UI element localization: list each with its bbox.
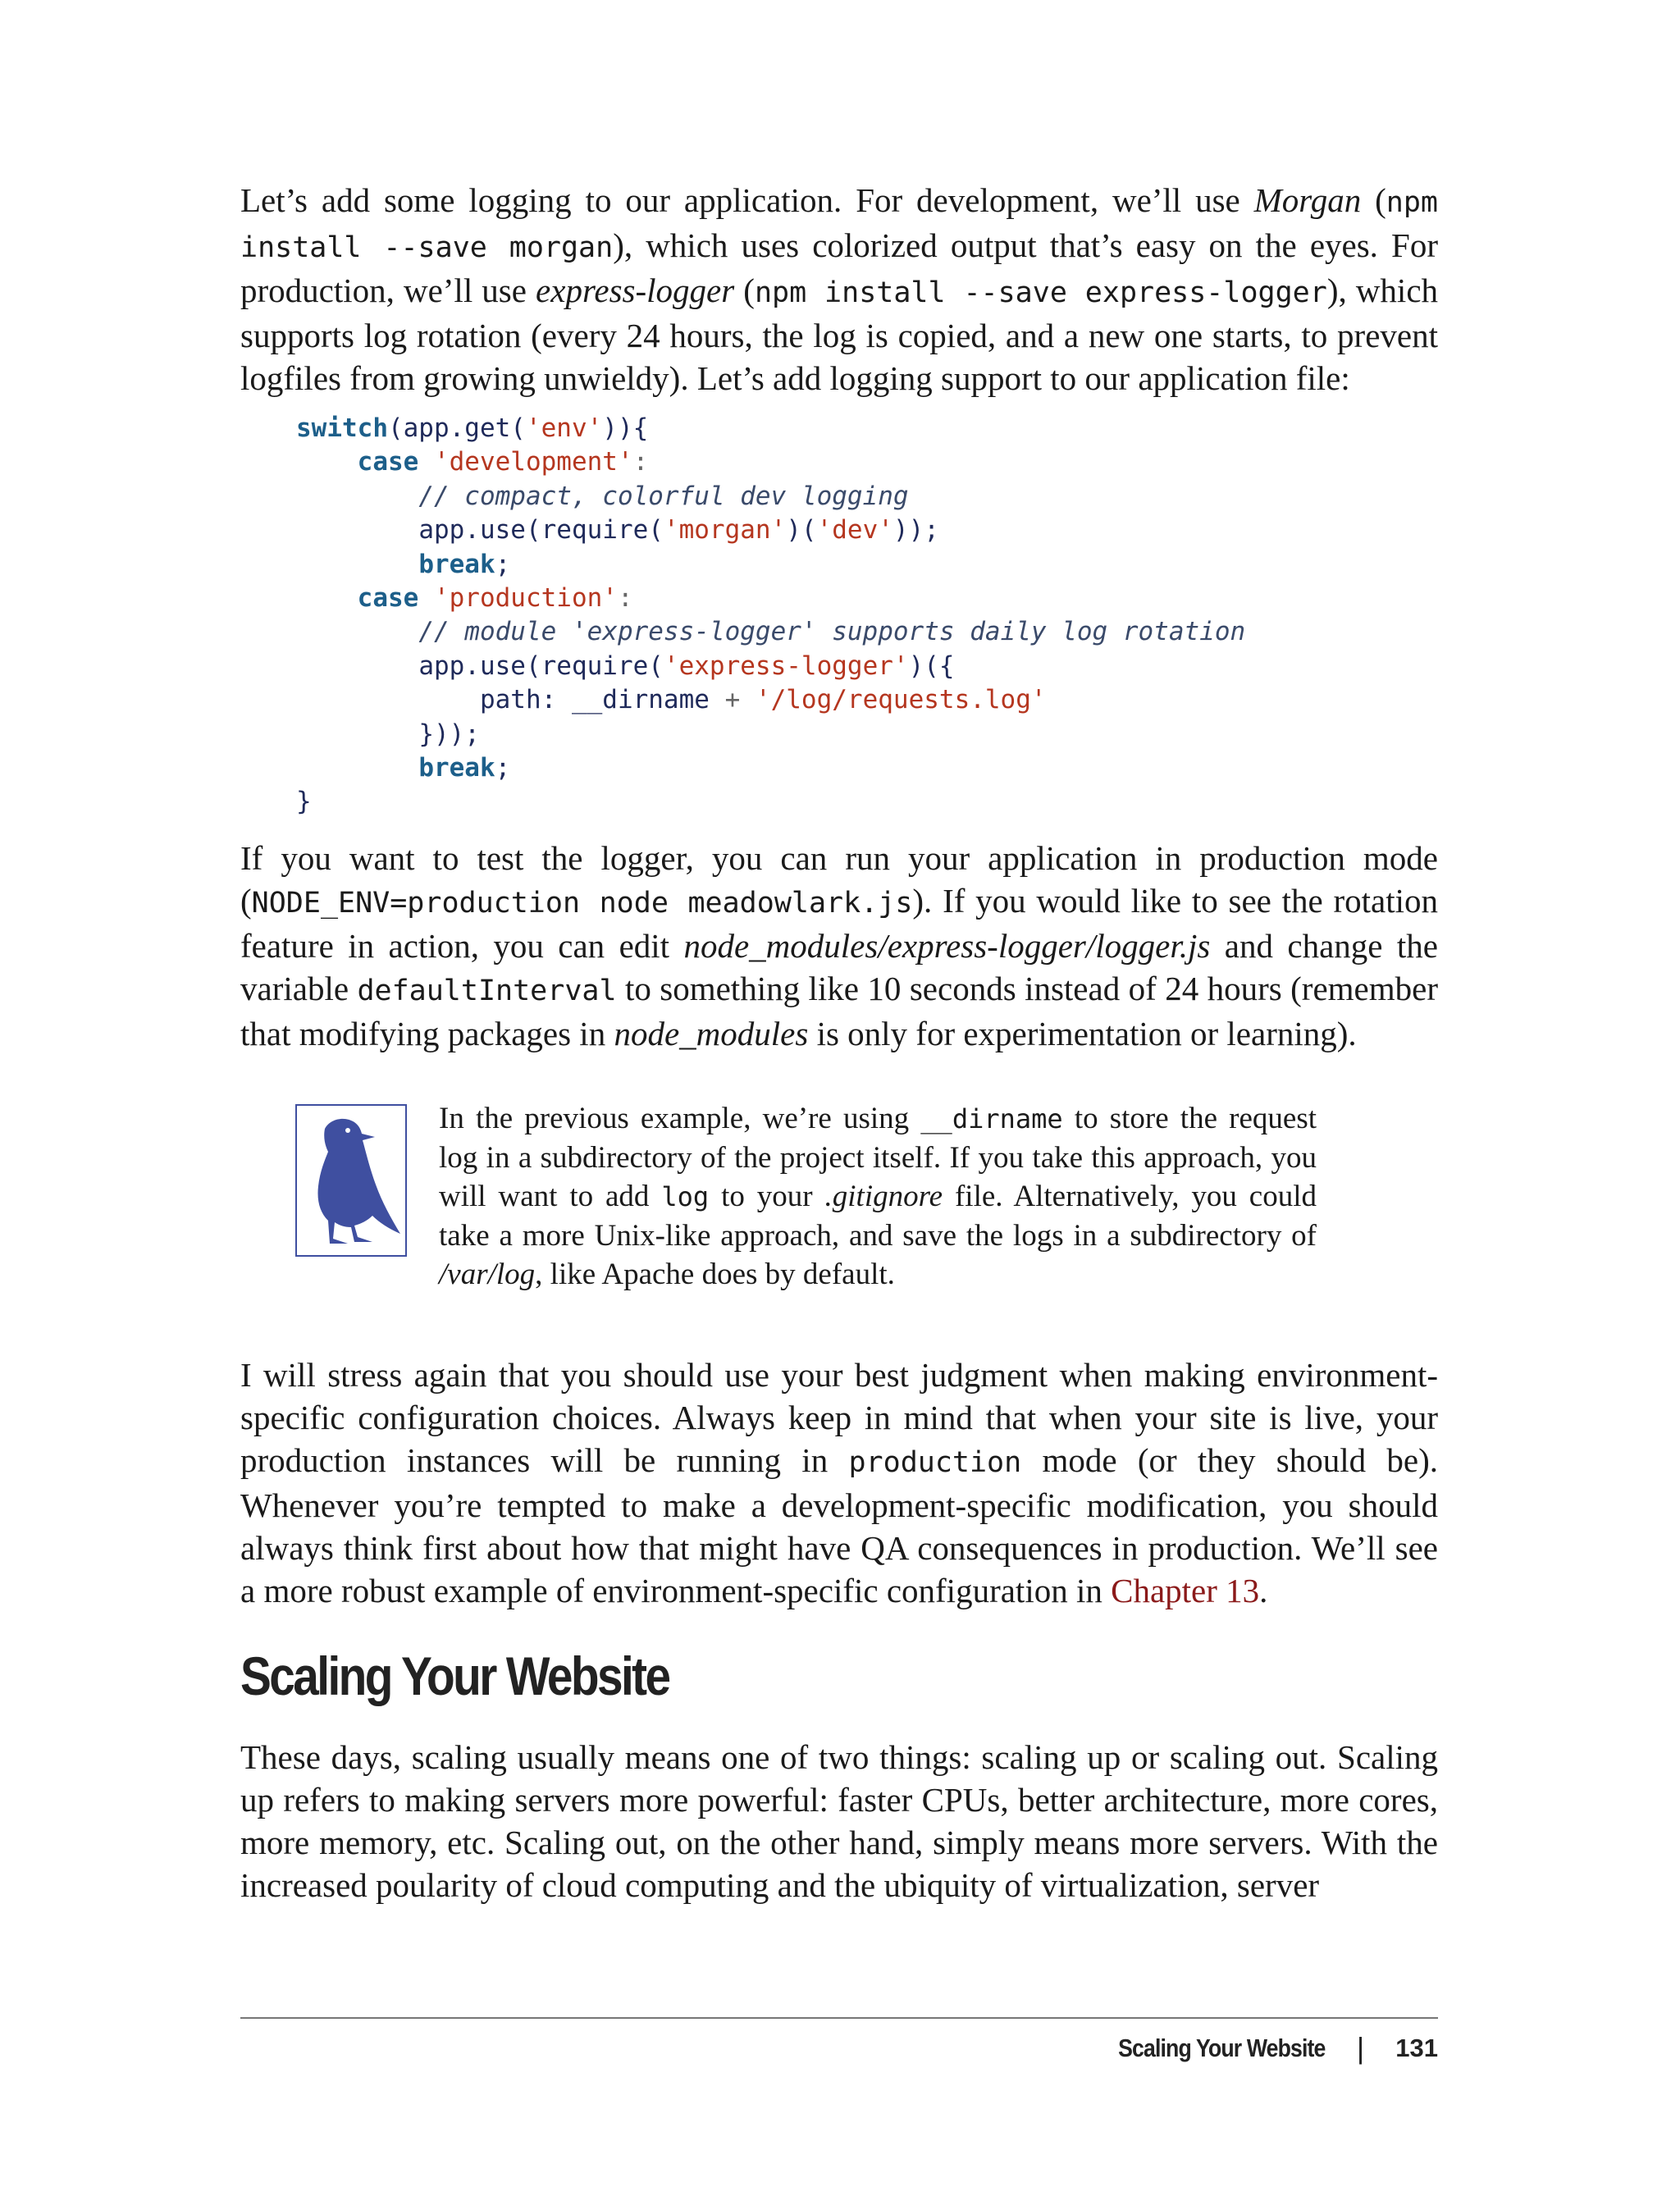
file-path: node_modules/express-logger/logger.js bbox=[683, 927, 1211, 965]
section-heading: Scaling Your Website bbox=[240, 1646, 669, 1706]
code-keyword: break bbox=[418, 753, 495, 783]
code-node-env: NODE_ENV=production node meadowlark.js bbox=[251, 887, 913, 920]
code-text: ; bbox=[495, 753, 511, 783]
code-log: log bbox=[661, 1181, 710, 1212]
code-text: )( bbox=[786, 515, 817, 546]
paragraph-logging-intro bbox=[240, 179, 1438, 399]
code-string: 'env' bbox=[525, 413, 603, 443]
text: to something like 10 seconds instead of 24 hours (remember that modifying packages in bbox=[240, 970, 1438, 1052]
term-morgan: Morgan bbox=[1253, 181, 1362, 219]
code-string: 'dev' bbox=[816, 515, 893, 546]
footer-section-title: Scaling Your Website bbox=[1118, 2034, 1326, 2062]
code-text: : bbox=[632, 447, 649, 477]
code-keyword: case bbox=[357, 447, 419, 477]
code-text: : bbox=[617, 583, 633, 614]
note-text bbox=[439, 1099, 1317, 1294]
file-gitignore: .gitignore bbox=[824, 1180, 943, 1213]
code-comment: // module 'express-logger' supports daily log rotation bbox=[418, 617, 1246, 647]
code-keyword: case bbox=[357, 583, 419, 614]
code-string: '/log/requests.log' bbox=[755, 685, 1047, 715]
term-express-logger: express-logger bbox=[536, 272, 735, 309]
text: and change the variable bbox=[240, 927, 1438, 1007]
text: ( bbox=[734, 272, 755, 309]
text: Let’s add some logging to our application. For development, we’ll use bbox=[240, 181, 1254, 219]
code-operator: + bbox=[724, 685, 741, 715]
code-text: } bbox=[296, 787, 312, 817]
text: In the previous example, we’re using bbox=[439, 1102, 921, 1135]
paragraph-test-logger bbox=[240, 837, 1438, 1055]
code-text: )({ bbox=[908, 651, 955, 681]
code-string: 'morgan' bbox=[663, 515, 787, 546]
text: to store the request log in a subdirectory of the project itself. If you take this approach, you will want to add bbox=[439, 1102, 1317, 1213]
code-string: 'development' bbox=[433, 447, 633, 477]
text: If you want to test the logger, you can run your application in production mode ( bbox=[240, 839, 1438, 920]
code-text: (app.get( bbox=[387, 413, 526, 443]
code-block bbox=[296, 412, 1245, 819]
code-default-interval: defaultInterval bbox=[357, 975, 617, 1007]
code-text: })); bbox=[418, 719, 480, 749]
page-number: 131 bbox=[1395, 2034, 1438, 2062]
code-text: ; bbox=[495, 549, 511, 579]
chapter-13-link[interactable]: Chapter 13 bbox=[1111, 1572, 1260, 1609]
footer-separator: | bbox=[1356, 2031, 1365, 2065]
code-production: production bbox=[848, 1446, 1022, 1479]
bird-icon bbox=[295, 1104, 407, 1257]
text: is only for experimentation or learning). bbox=[808, 1015, 1357, 1052]
text: . bbox=[1259, 1572, 1268, 1609]
text: ( bbox=[1361, 181, 1386, 219]
text: ), which uses colorized output that’s easy on the eyes. For production, we’ll use bbox=[240, 226, 1438, 309]
footer-divider bbox=[240, 2017, 1438, 2019]
paragraph-judgment bbox=[240, 1354, 1438, 1612]
code-text: app.use(require( bbox=[418, 515, 664, 546]
code-text: path: __dirname bbox=[479, 685, 725, 715]
text: to your bbox=[709, 1180, 825, 1213]
note-callout bbox=[295, 1099, 1370, 1296]
text: , like Apache does by default. bbox=[535, 1258, 895, 1291]
code-keyword: break bbox=[418, 549, 495, 579]
text: mode (or they should be). Whenever you’re tempted to make a development-specific modification, you should always think first about how that might have QA consequences in production. We’ll see a more robust example of environment-specific configuration in bbox=[240, 1441, 1438, 1609]
term-node-modules: node_modules bbox=[614, 1015, 809, 1052]
code-text: app.use(require( bbox=[418, 651, 664, 681]
text: ). If you would like to see the rotation feature in action, you can edit bbox=[240, 882, 1439, 965]
text: file. Alternatively, you could take a more Unix-like approach, and save the logs in a subdirectory of bbox=[439, 1180, 1317, 1253]
code-comment: // compact, colorful dev logging bbox=[418, 481, 909, 511]
code-npm-install-express-logger: npm install --save express-logger bbox=[754, 276, 1327, 309]
path-var-log: /var/log bbox=[439, 1258, 536, 1291]
code-npm-install-morgan: npm install --save morgan bbox=[240, 186, 1438, 264]
text: I will stress again that you should use your best judgment when making environment-specific configuration choices. Always keep in mind that when your site is live, your production instances will be running in bbox=[240, 1356, 1438, 1479]
code-text: )); bbox=[892, 515, 939, 546]
code-keyword: switch bbox=[296, 413, 388, 443]
code-string: 'express-logger' bbox=[663, 651, 909, 681]
paragraph-scaling: These days, scaling usually means one of two things: scaling up or scaling out. Scaling up refers to making servers more powerful: faster CPUs, better architecture, more cores, more memory, etc. Scaling out, on the other hand, simply means more servers. With the increased poularity of cloud computing and the ubiquity of virtualization, server bbox=[240, 1738, 1438, 1904]
code-dirname: __dirname bbox=[920, 1103, 1063, 1134]
code-text: )){ bbox=[602, 413, 649, 443]
text: ), which supports log rotation (every 24 hours, the log is copied, and a new one starts, to prevent logfiles from growing unwieldy). Let’s add logging support to our application file: bbox=[240, 272, 1439, 397]
page-footer bbox=[1084, 2031, 1438, 2066]
code-string: 'production' bbox=[433, 583, 618, 614]
